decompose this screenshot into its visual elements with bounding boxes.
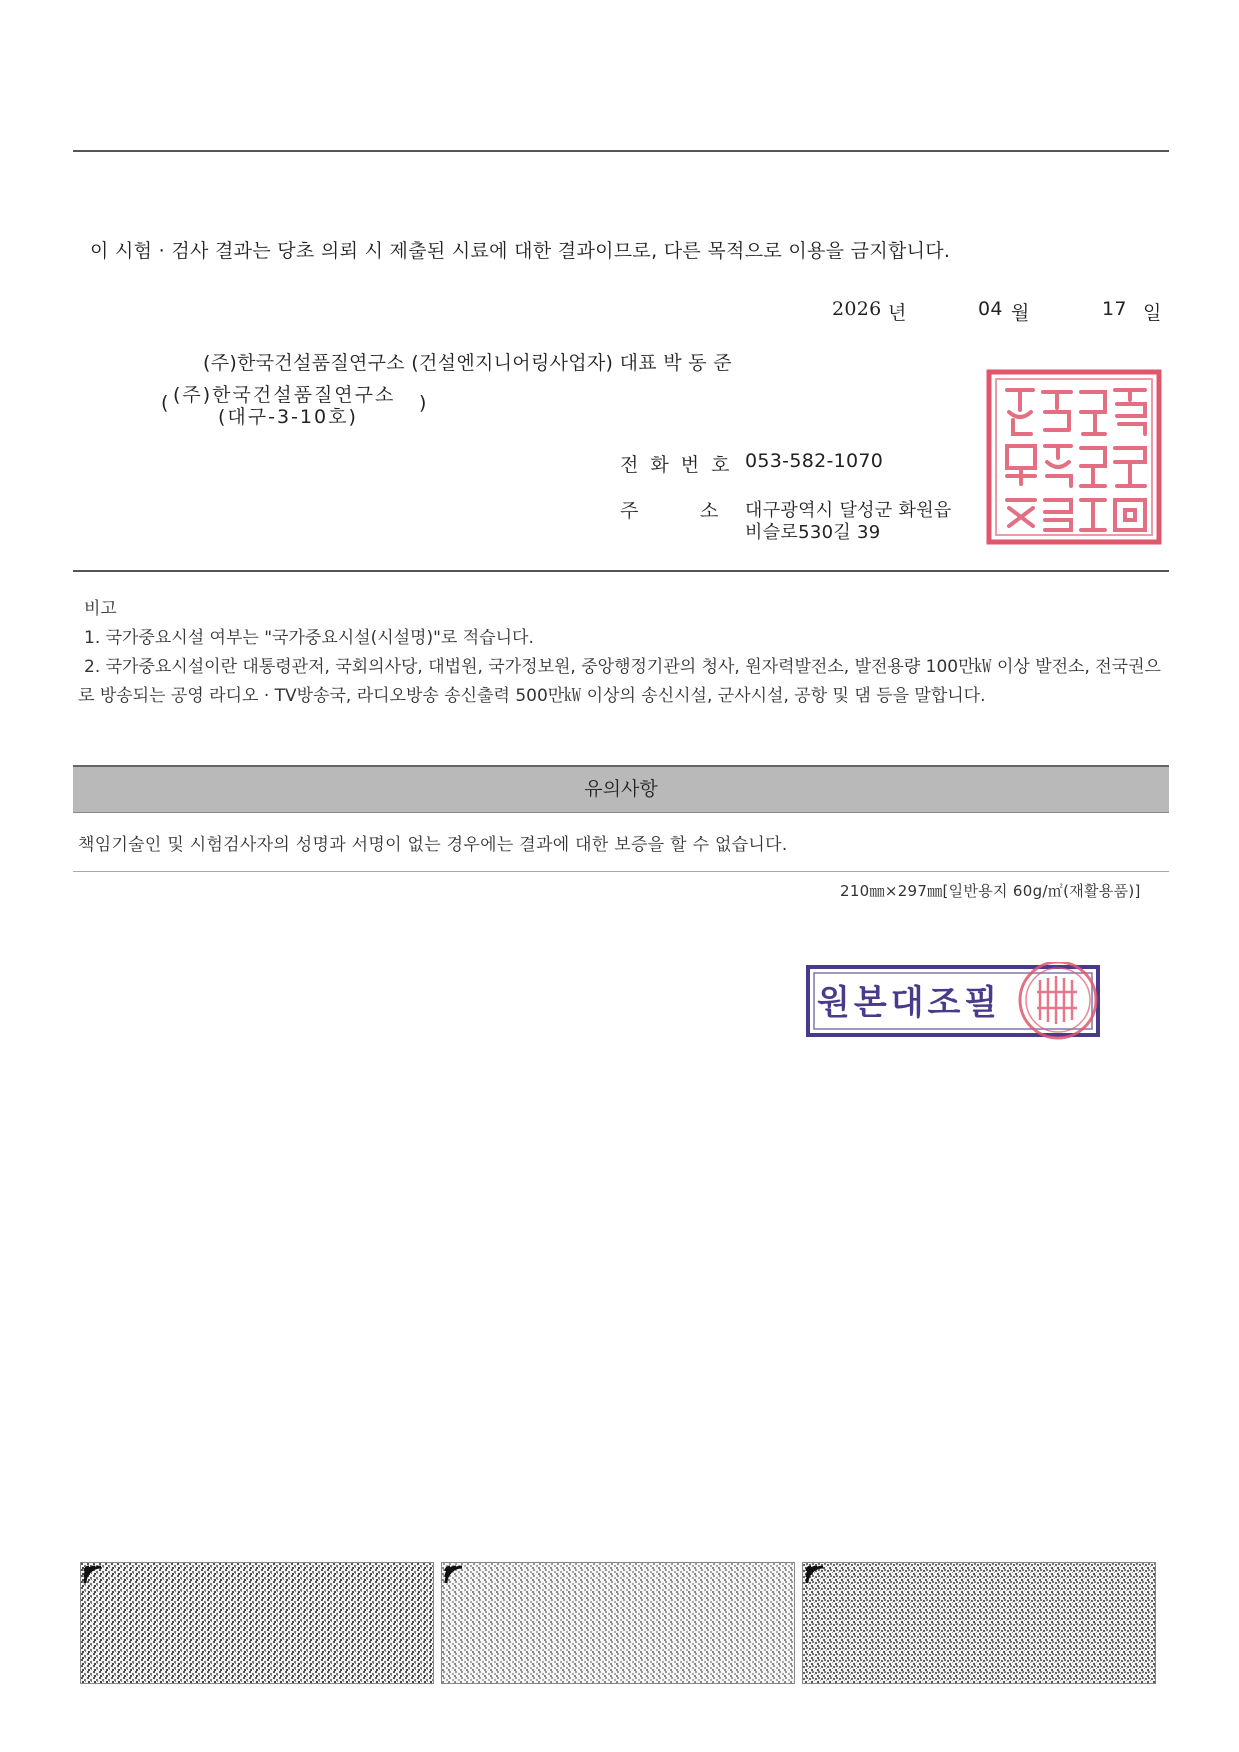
security-pattern-3 bbox=[802, 1562, 1156, 1684]
date-day: 17 bbox=[1102, 298, 1127, 320]
issuer-paren-close: ) bbox=[419, 392, 427, 414]
address-line-1: 대구광역시 달성군 화원읍 bbox=[745, 500, 952, 521]
remarks-item-2: 2. 국가중요시설이란 대통령관저, 국회의사당, 대법원, 국가정보원, 중앙행정기관의 청사, 원자력발전소, 발전용량 100만㎾ 이상 발전소, 전국권으로 방송되는 공영 라디오 · TV방송국, 라디오방송 송신출력 500만㎾ 이상의 송신시설, 군사시설, 공항 및 댐 등을 말합니다. bbox=[78, 657, 1161, 706]
middle-divider bbox=[73, 570, 1169, 572]
address-label-2: 소 bbox=[700, 500, 719, 522]
caution-text: 책임기술인 및 시험검사자의 성명과 서명이 없는 경우에는 결과에 대한 보증을 할 수 없습니다. bbox=[78, 835, 788, 855]
top-divider bbox=[73, 150, 1169, 152]
remarks-item-1: 1. 국가중요시설 여부는 "국가중요시설(시설명)"로 적습니다. bbox=[84, 628, 534, 648]
date-year-unit: 년 bbox=[888, 302, 907, 324]
date-year: 2026 bbox=[832, 298, 882, 320]
phone-number: 053-582-1070 bbox=[745, 450, 884, 472]
caution-divider bbox=[73, 871, 1169, 872]
remarks-title: 비고 bbox=[84, 599, 117, 619]
date-month: 04 bbox=[978, 298, 1003, 320]
security-pattern-2 bbox=[441, 1562, 795, 1684]
original-verified-stamp bbox=[805, 962, 1105, 1042]
usage-notice: 이 시험 · 검사 결과는 당초 의뢰 시 제출된 시료에 대한 결과이므로, 다른 목적으로 이용을 금지합니다. bbox=[90, 240, 951, 262]
caution-title: 유의사항 bbox=[73, 765, 1169, 813]
issuer-paren-open: ( bbox=[161, 392, 169, 414]
issuer-sub-reg: (대구-3-10호) bbox=[218, 406, 358, 428]
svg-text:원본대조필: 원본대조필 bbox=[817, 983, 1002, 1023]
address-line-2: 비슬로530길 39 bbox=[745, 522, 881, 543]
address-label-1: 주 bbox=[620, 500, 639, 522]
phone-label: 전 화 번 호 bbox=[620, 454, 733, 476]
security-pattern-1 bbox=[80, 1562, 434, 1684]
date-day-unit: 일 bbox=[1143, 302, 1162, 324]
issuer-sub-name: (주)한국건설품질연구소 bbox=[173, 384, 396, 406]
remarks-section bbox=[78, 595, 1168, 711]
company-seal bbox=[985, 368, 1163, 546]
paper-spec: 210㎜×297㎜[일반용지 60g/㎡(재활용품)] bbox=[840, 882, 1141, 900]
issuer-line: (주)한국건설품질연구소 (건설엔지니어링사업자) 대표 박 동 준 bbox=[203, 352, 732, 374]
date-month-unit: 월 bbox=[1011, 302, 1030, 324]
